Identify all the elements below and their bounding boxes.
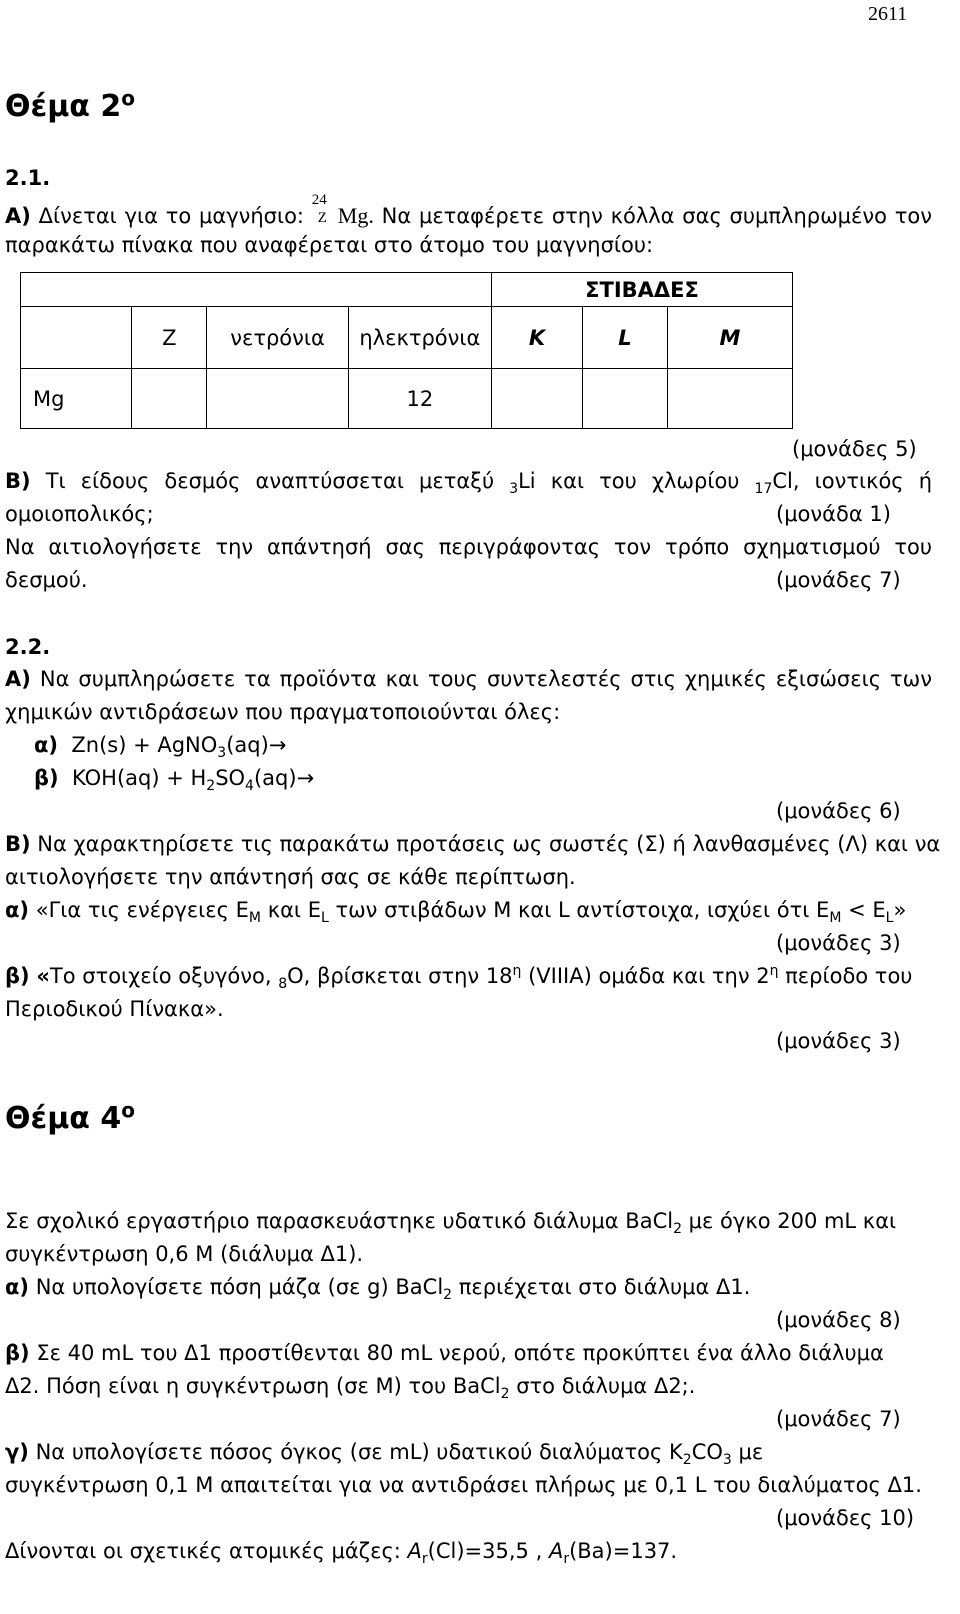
statement-b-line2: Περιοδικού Πίνακα». bbox=[5, 997, 224, 1021]
q21-b-label: Β) bbox=[5, 469, 31, 493]
chlorine-symbol: Cl, bbox=[772, 469, 800, 493]
mass-number: 24 bbox=[311, 192, 327, 208]
statement-a-s3: M bbox=[829, 910, 842, 927]
footer-p2: (Cl)=35,5 , bbox=[427, 1539, 549, 1563]
statement-b-s3: η bbox=[769, 963, 779, 979]
equation-b bbox=[34, 766, 315, 795]
q22-b-label: Β) bbox=[5, 832, 31, 856]
footer-p3: (Ba)=137. bbox=[569, 1539, 678, 1563]
table-row-label: Mg bbox=[21, 369, 132, 429]
statement-a-p2: και E bbox=[261, 898, 321, 922]
chlorine bbox=[754, 469, 800, 498]
nuclide-numbers bbox=[311, 192, 338, 226]
theme4-intro1-p2: με όγκο 200 mL και bbox=[681, 1209, 897, 1233]
statement-b bbox=[5, 963, 932, 993]
theme4-c-s2: 3 bbox=[722, 1452, 732, 1469]
theme4-b2-s1: 2 bbox=[500, 1386, 510, 1403]
q21-b-w4: αναπτύσσεται bbox=[255, 469, 404, 493]
theme4-a-s1: 2 bbox=[443, 1287, 453, 1304]
q22-a-text: Να συμπληρώσετε τα προϊόντα και τους συντελεστές στις χημικές εξισώσεις των bbox=[39, 667, 932, 691]
chlorine-z: 17 bbox=[754, 481, 773, 498]
q22-a-label: Α) bbox=[5, 667, 31, 691]
q21-b-w8: χλωρίου bbox=[651, 469, 740, 493]
theme4-a-label: α) bbox=[5, 1275, 30, 1299]
q21-a-line1 bbox=[5, 192, 932, 228]
theme4-sup: ο bbox=[121, 1098, 135, 1122]
statement-a-p3: των στιβάδων M και L αντίστοιχα, ισχύει ότι E bbox=[328, 898, 830, 922]
statement-a-p5: » bbox=[893, 898, 907, 922]
theme4-intro1-p1: Σε σχολικό εργαστήριο παρασκευάστηκε υδατικό διάλυμα BaCl bbox=[5, 1209, 674, 1233]
statement-b-s1: 8 bbox=[278, 976, 288, 993]
theme2-title bbox=[5, 86, 135, 124]
q21-b-line1 bbox=[5, 469, 933, 498]
q22-b-line2: αιτιολογήσετε την απάντησή σας σε κάθε περίπτωση. bbox=[5, 865, 576, 889]
table-header-neutrons: νετρόνια bbox=[207, 307, 348, 369]
statement-a-s4: L bbox=[885, 910, 894, 927]
equation-b-sub1: 2 bbox=[206, 778, 216, 795]
theme4-b-text: Σε 40 mL του Δ1 προστίθενται 80 mL νερού, οπότε προκύπτει ένα άλλο διάλυμα bbox=[36, 1341, 884, 1365]
theme4-c-p3: με bbox=[731, 1440, 764, 1464]
q22-a-points: (μονάδες 6) bbox=[776, 799, 901, 823]
theme4-c bbox=[5, 1440, 764, 1469]
theme4-b-points: (μονάδες 7) bbox=[776, 1407, 901, 1431]
q21-a-text1: Δίνεται για το μαγνήσιο: bbox=[38, 204, 305, 228]
theme4-title-text: Θέμα 4 bbox=[5, 1101, 122, 1136]
theme4-title bbox=[5, 1098, 135, 1136]
statement-a-p4: < E bbox=[841, 898, 886, 922]
theme4-a-p1: Να υπολογίσετε πόση μάζα (σε g) BaCl bbox=[35, 1275, 444, 1299]
statement-b-quote: « bbox=[36, 964, 50, 988]
q21-b-w9: ιοντικός bbox=[814, 469, 904, 493]
q21-b-w7: του bbox=[599, 469, 637, 493]
q21-b-w1: Τι bbox=[45, 469, 66, 493]
q22-b-text: Να χαρακτηρίσετε τις παρακάτω προτάσεις ως σωστές (Σ) ή λανθασμένες (Λ) και να bbox=[37, 832, 941, 856]
equation-a-label: α) bbox=[34, 733, 59, 757]
q21-b-points1: (μονάδα 1) bbox=[776, 502, 891, 526]
table-cell-electrons: 12 bbox=[348, 369, 491, 429]
table-header-electrons: ηλεκτρόνια bbox=[348, 307, 491, 369]
theme4-c-line2: συγκέντρωση 0,1 M απαιτείται για να αντιδράσει πλήρως με 0,1 L του διαλύματος Δ1. bbox=[5, 1473, 922, 1497]
q21-b-line2: ομοιοπολικός; bbox=[5, 502, 154, 526]
footer-r1: r bbox=[421, 1551, 428, 1568]
lithium-symbol: Li bbox=[518, 469, 536, 493]
equation-a-sub: 3 bbox=[217, 745, 227, 762]
theme4-intro1 bbox=[5, 1209, 897, 1238]
lithium-z: 3 bbox=[509, 481, 519, 498]
q21-a-label: Α) bbox=[5, 204, 31, 228]
table-cell-z bbox=[132, 369, 207, 429]
arrow-icon: → bbox=[268, 733, 287, 757]
q21-b-w10: ή bbox=[918, 469, 933, 493]
table-header-m: M bbox=[668, 307, 793, 369]
atomic-number: Z bbox=[317, 210, 327, 226]
theme4-b-label: β) bbox=[5, 1341, 30, 1365]
table-cell-l bbox=[583, 369, 668, 429]
q21-a-line2: παρακάτω πίνακα που αναφέρεται στο άτομο του μαγνησίου: bbox=[5, 233, 654, 257]
arrow-icon: → bbox=[296, 766, 315, 790]
equation-b-part1: KOH(aq) + H bbox=[72, 766, 207, 790]
theme4-c-p2: CO bbox=[691, 1440, 723, 1464]
statement-b-label: β) bbox=[5, 964, 30, 988]
theme4-b2-p1: Δ2. Πόση είναι η συγκέντρωση (σε M) του BaCl bbox=[5, 1374, 501, 1398]
footer-r2: r bbox=[563, 1551, 570, 1568]
table-group-header: ΣΤΙΒΑΔΕΣ bbox=[492, 273, 793, 307]
footer-p1: Δίνονται οι σχετικές ατομικές μάζες: bbox=[5, 1539, 408, 1563]
theme4-a bbox=[5, 1275, 751, 1304]
theme4-footer bbox=[5, 1539, 678, 1568]
statement-a-p1: «Για τις ενέργειες E bbox=[35, 898, 249, 922]
statement-b-points: (μονάδες 3) bbox=[776, 1029, 901, 1053]
theme4-a-points: (μονάδες 8) bbox=[776, 1308, 901, 1332]
table-corner-cell bbox=[21, 307, 132, 369]
q22-label: 2.2. bbox=[5, 635, 51, 659]
theme4-c-points: (μονάδες 10) bbox=[776, 1506, 915, 1530]
table-cell-m bbox=[668, 369, 793, 429]
theme4-c-p1: Να υπολογίσετε πόσος όγκος (σε mL) υδατικού διαλύματος K bbox=[35, 1440, 683, 1464]
theme4-b bbox=[5, 1343, 884, 1364]
statement-a-points: (μονάδες 3) bbox=[776, 931, 901, 955]
q21-b-line4: δεσμού. bbox=[5, 568, 88, 592]
footer-a2: A bbox=[548, 1539, 564, 1563]
equation-b-part3: (aq) bbox=[253, 766, 297, 790]
table-cell-neutrons bbox=[207, 369, 348, 429]
q21-b-line3: Να αιτιολογήσετε την απάντησή σας περιγράφοντας τον τρόπο σχηματισμού του bbox=[5, 535, 932, 559]
theme2-title-text: Θέμα 2 bbox=[5, 89, 122, 124]
equation-a bbox=[34, 733, 287, 762]
q21-b-points2: (μονάδες 7) bbox=[776, 568, 901, 592]
statement-b-p3: (VIIIA) ομάδα και την 2 bbox=[521, 964, 770, 988]
lithium bbox=[509, 469, 536, 498]
theme4-a-p2: περιέχεται στο διάλυμα Δ1. bbox=[452, 1275, 751, 1299]
q22-a-line2: χημικών αντιδράσεων που πραγματοποιούνται όλες: bbox=[5, 700, 561, 724]
page-number: 2611 bbox=[868, 3, 908, 25]
q22-b-line1 bbox=[5, 832, 941, 856]
statement-a bbox=[5, 898, 907, 927]
statement-b-p1: Το στοιχείο οξυγόνο, bbox=[49, 964, 279, 988]
statement-b-s2: η bbox=[512, 963, 522, 979]
table-header-l: L bbox=[583, 307, 668, 369]
theme4-b2-p2: στο διάλυμα Δ2;. bbox=[509, 1374, 696, 1398]
element-symbol: Mg. bbox=[337, 203, 374, 228]
equation-a-part2: (aq) bbox=[226, 733, 269, 757]
table-header-z: Z bbox=[132, 307, 207, 369]
theme4-intro1-s1: 2 bbox=[673, 1221, 682, 1238]
statement-a-label: α) bbox=[5, 898, 30, 922]
shells-table bbox=[20, 272, 793, 429]
q21-a-text2: Να μεταφέρετε στην κόλλα σας συμπληρωμένο τον bbox=[381, 204, 932, 228]
q22-a-line1 bbox=[5, 669, 932, 690]
q21-b-w6: και bbox=[550, 469, 585, 493]
theme2-sup: ο bbox=[121, 86, 135, 110]
q21-a-points: (μονάδες 5) bbox=[792, 437, 917, 461]
theme4-b-line2 bbox=[5, 1374, 696, 1403]
equation-b-sub2: 4 bbox=[245, 778, 254, 795]
theme4-c-s1: 2 bbox=[682, 1452, 692, 1469]
equation-a-part1: Zn(s) + AgNO bbox=[71, 733, 218, 757]
theme4-c-label: γ) bbox=[5, 1440, 29, 1464]
table-empty-header bbox=[21, 273, 492, 307]
equation-b-label: β) bbox=[34, 766, 59, 790]
table-header-k: K bbox=[492, 307, 583, 369]
q21-b-w2: είδους bbox=[80, 469, 150, 493]
footer-a1: A bbox=[407, 1539, 422, 1563]
mg-nuclide bbox=[311, 192, 374, 228]
statement-b-p2: O, βρίσκεται στην 18 bbox=[287, 964, 513, 988]
theme4-intro2: συγκέντρωση 0,6 M (διάλυμα Δ1). bbox=[5, 1242, 364, 1266]
statement-a-s1: M bbox=[248, 910, 262, 927]
statement-b-p4: περίοδο του bbox=[778, 964, 913, 988]
q21-b-w5: μεταξύ bbox=[419, 469, 495, 493]
table-cell-k bbox=[492, 369, 583, 429]
q21-label: 2.1. bbox=[5, 166, 51, 190]
q21-b-w3: δεσμός bbox=[164, 469, 241, 493]
statement-a-s2: L bbox=[320, 910, 329, 927]
equation-b-part2: SO bbox=[215, 766, 246, 790]
